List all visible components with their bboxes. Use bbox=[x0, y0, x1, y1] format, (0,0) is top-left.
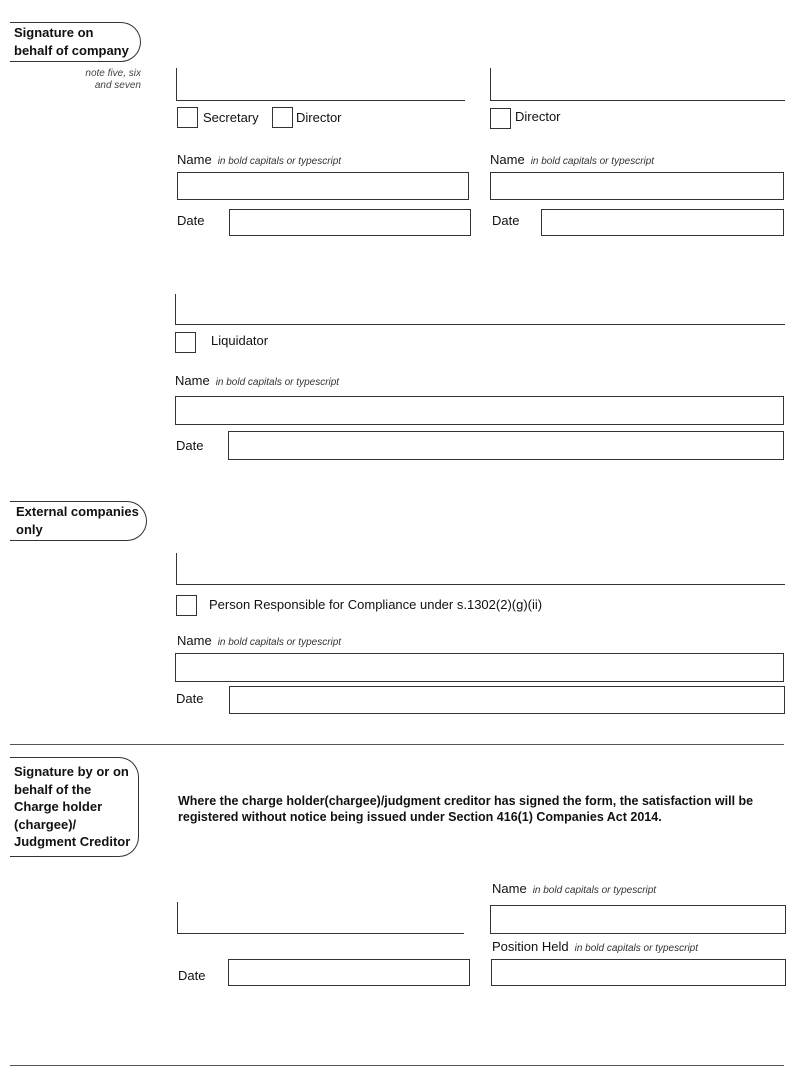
name-text: Name bbox=[490, 152, 525, 167]
name-text: Name bbox=[175, 373, 210, 388]
date-input-1[interactable] bbox=[229, 209, 471, 236]
tab-text-line2: behalf of the bbox=[14, 781, 92, 797]
tab-text-line3: Charge holder bbox=[14, 799, 103, 814]
name-input-chargeholder[interactable] bbox=[490, 905, 786, 934]
name-hint: in bold capitals or typescript bbox=[532, 885, 657, 896]
tab-text-line1: External companies bbox=[16, 504, 139, 519]
chargeholder-statement bbox=[178, 793, 788, 825]
checkbox-liquidator[interactable] bbox=[175, 332, 196, 353]
name-input-2[interactable] bbox=[490, 172, 784, 200]
name-label-liquidator bbox=[175, 373, 339, 388]
name-text: Name bbox=[177, 152, 212, 167]
name-text: Name bbox=[177, 633, 212, 648]
position-hint: in bold capitals or typescript bbox=[574, 943, 699, 954]
date-input-liquidator[interactable] bbox=[228, 431, 784, 460]
section-tab-company bbox=[10, 22, 141, 62]
signature-line-liquidator[interactable] bbox=[175, 294, 785, 325]
label-secretary: Secretary bbox=[203, 110, 259, 125]
signature-line-chargeholder[interactable] bbox=[177, 902, 464, 934]
date-input-external[interactable] bbox=[229, 686, 785, 714]
date-label-external: Date bbox=[176, 691, 204, 706]
name-label-external bbox=[177, 633, 341, 648]
tab-text-line4: (chargee)/ bbox=[14, 816, 77, 832]
position-input-chargeholder[interactable] bbox=[491, 959, 786, 986]
tab-text-line2: behalf of company bbox=[14, 42, 129, 58]
label-liquidator: Liquidator bbox=[211, 333, 269, 348]
date-label-liquidator: Date bbox=[176, 438, 204, 453]
tab-text-line2: only bbox=[16, 521, 43, 537]
name-input-external[interactable] bbox=[175, 653, 784, 682]
tab-text-line1: Signature on bbox=[14, 25, 94, 40]
label-director-2: Director bbox=[515, 109, 561, 124]
date-label-chargeholder: Date bbox=[178, 968, 206, 983]
section-tab-external bbox=[10, 501, 147, 541]
checkbox-secretary[interactable] bbox=[177, 107, 198, 128]
position-text: Position Held bbox=[492, 939, 569, 954]
note-line1: note five, six bbox=[85, 68, 141, 79]
name-hint: in bold capitals or typescript bbox=[215, 377, 340, 388]
note-line2: and seven bbox=[94, 80, 141, 91]
statement-line2: registered without notice being issued under Section 416(1) Companies Act 2014. bbox=[178, 810, 662, 824]
label-person-responsible: Person Responsible for Compliance under s.1302(2)(g)(ii) bbox=[209, 597, 543, 612]
tab-text-line1: Signature by or on bbox=[14, 764, 129, 779]
statement-line1: Where the charge holder(chargee)/judgment creditor has signed the form, the satisfaction will be bbox=[178, 794, 754, 808]
date-label-1: Date bbox=[177, 213, 205, 228]
label-director: Director bbox=[296, 110, 342, 125]
date-input-2[interactable] bbox=[541, 209, 784, 236]
signature-line-director[interactable] bbox=[490, 68, 785, 101]
signature-line-secretary-director[interactable] bbox=[176, 68, 465, 101]
tab-text-line5: Judgment Creditor bbox=[14, 834, 131, 849]
date-label-2: Date bbox=[492, 213, 520, 228]
name-hint: in bold capitals or typescript bbox=[217, 156, 342, 167]
name-label-chargeholder bbox=[492, 881, 656, 896]
name-label-2 bbox=[490, 152, 654, 167]
section-tab-chargeholder bbox=[10, 757, 139, 857]
name-hint: in bold capitals or typescript bbox=[217, 637, 342, 648]
name-hint: in bold capitals or typescript bbox=[530, 156, 655, 167]
position-label-chargeholder bbox=[492, 939, 698, 954]
divider-2 bbox=[10, 1065, 784, 1066]
checkbox-director-2[interactable] bbox=[490, 108, 511, 129]
name-input-liquidator[interactable] bbox=[175, 396, 784, 425]
signature-line-external[interactable] bbox=[176, 553, 785, 585]
name-text: Name bbox=[492, 881, 527, 896]
checkbox-director[interactable] bbox=[272, 107, 293, 128]
date-input-chargeholder[interactable] bbox=[228, 959, 470, 986]
name-label-1 bbox=[177, 152, 341, 167]
checkbox-person-responsible[interactable] bbox=[176, 595, 197, 616]
name-input-1[interactable] bbox=[177, 172, 469, 200]
notes-reference bbox=[40, 68, 141, 92]
divider-1 bbox=[10, 744, 784, 745]
